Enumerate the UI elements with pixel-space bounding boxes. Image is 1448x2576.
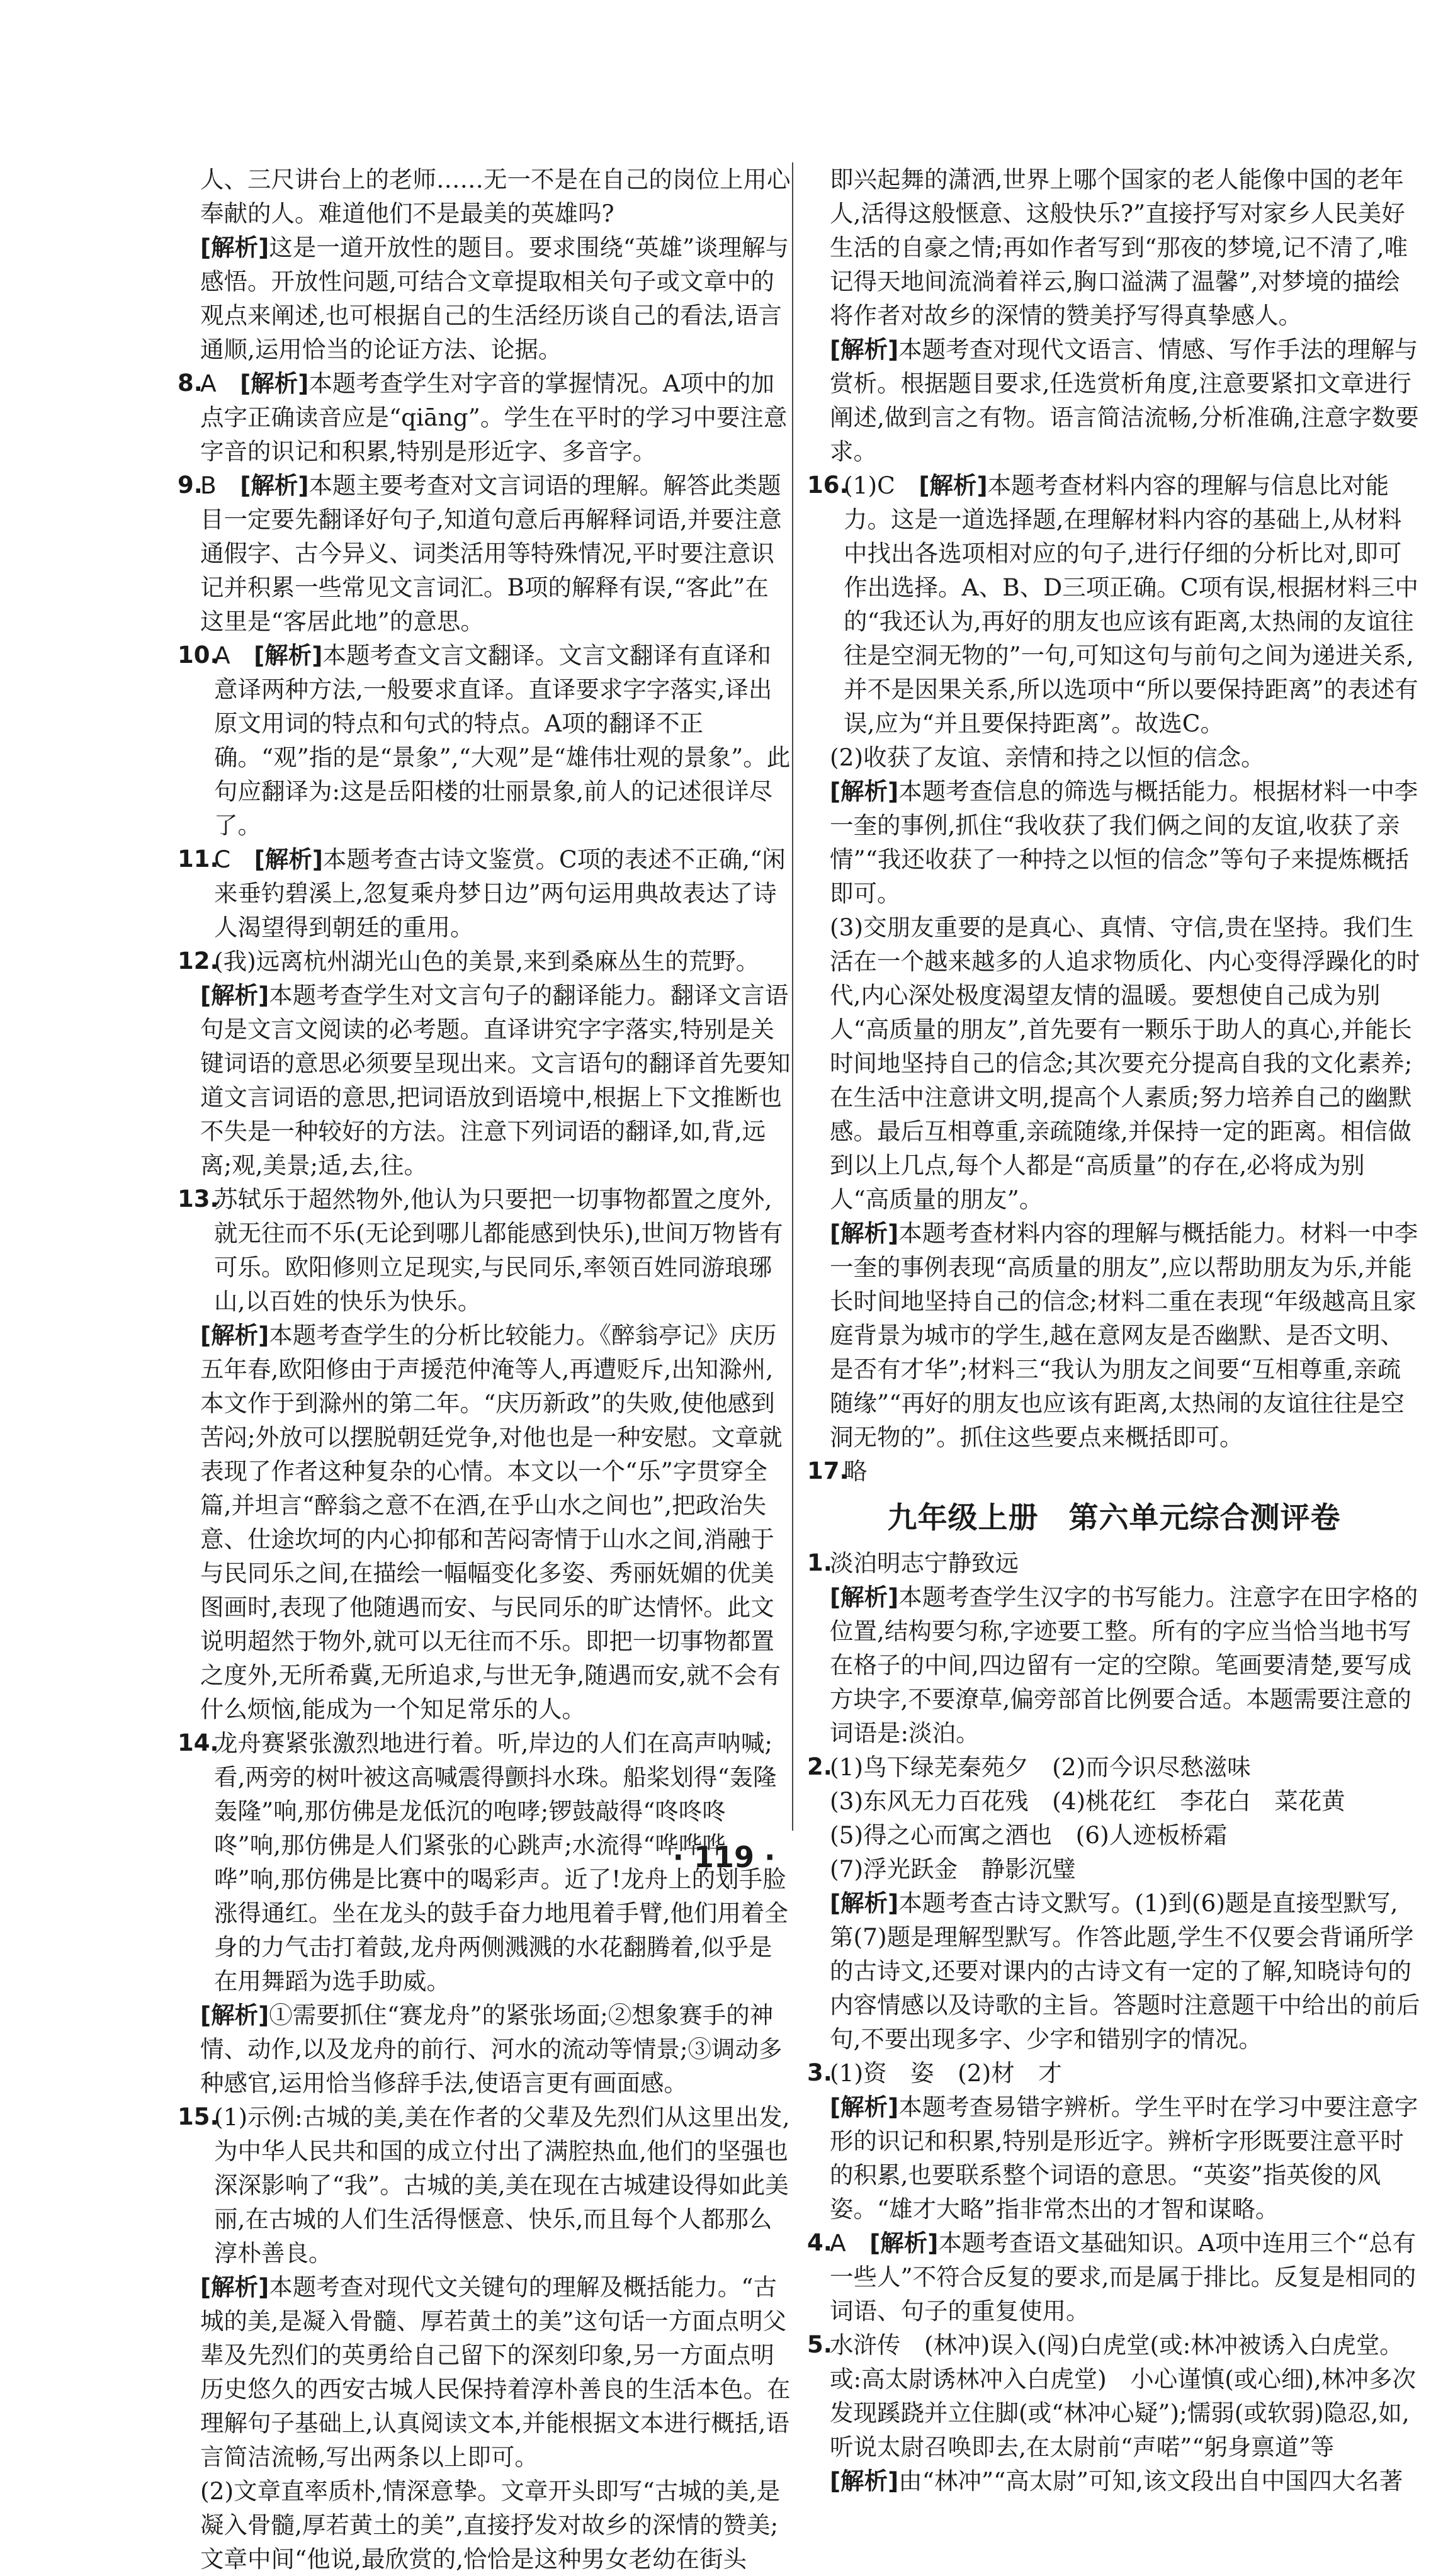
item-answer-text: (1)C [844, 472, 895, 499]
answer-paragraph [807, 910, 1421, 1216]
item-number: 1. [807, 1549, 832, 1576]
item-body: 本题主要考查对文言词语的理解。解答此类题目一定要先翻译好句子,知道句意后再解释词语,并要注意通假字、古今异义、词类活用等特殊情况,平时要注意识记并积累一些常见文言词汇。B项的解释有误,“客此”在这里是“客居此地”的意思。 [200, 472, 782, 635]
item-number [807, 910, 830, 1216]
item-body: (1)示例:古城的美,美在作者的父辈及先烈们从这里出发,为中华人民共和国的成立付出了满腔热血,他们的坚强也深深影响了“我”。古城的美,美在现在古城建设得如此美丽,在古城的人们生活得惬意、快乐,而且每个人都那么淳朴善良。 [214, 2103, 790, 2267]
item-text [830, 2226, 1421, 2328]
answer-item [807, 468, 1421, 740]
item-body: 龙舟赛紧张激烈地进行着。听,岸边的人们在高声呐喊;看,两旁的树叶被这高喊震得颤抖水珠。船桨划得“轰隆轰隆”响,那仿佛是龙低沉的咆哮;锣鼓敲得“咚咚咚咚”响,那仿佛是人们紧张的心跳声;水流得“哗哗哗哗”响,那仿佛是比赛中的喝彩声。近了!龙舟上的划手脸涨得通红。坐在龙头的鼓手奋力地甩着手臂,他们用着全身的力气击打着鼓,龙舟两侧溅溅的水花翻腾着,似乎是在用舞蹈为选手助威。 [214, 1729, 788, 1995]
item-text [844, 1454, 1421, 1488]
answer-paragraph [178, 1318, 791, 1726]
item-body: 本题考查易错字辨析。学生平时在学习中要注意字形的识记和积累,特别是形近字。辨析字形既要注意平时的积累,也要联系整个词语的意思。“英姿”指英俊的风姿。“雄才大略”指非常杰出的才智和谋略。 [830, 2093, 1418, 2223]
item-body: 由“林冲”“高太尉”可知,该文段出自中国四大名著 [898, 2467, 1403, 2495]
answer-paragraph [807, 740, 1421, 774]
answer-paragraph [807, 162, 1421, 332]
analysis-tag: [解析] [240, 370, 309, 397]
answer-item [178, 2100, 791, 2270]
item-text [830, 2464, 1421, 2498]
item-number [807, 1886, 830, 2056]
item-body: (2)收获了友谊、亲情和持之以恒的信念。 [830, 743, 1265, 771]
answer-paragraph [807, 1216, 1421, 1454]
answer-item [178, 842, 791, 944]
item-body: (5)得之心而寓之酒也 (6)人迹板桥霜 [830, 1821, 1228, 1849]
answer-paragraph [807, 2464, 1421, 2498]
answer-paragraph [807, 774, 1421, 910]
answer-paragraph [178, 230, 791, 366]
item-number: 5. [807, 2331, 832, 2358]
item-number [178, 2474, 200, 2576]
item-text [830, 2056, 1421, 2090]
item-body: 水浒传 (林冲)误入(闯)白虎堂(或:林冲被诱入白虎堂。或:高太尉诱林冲入白虎堂) 小心谨慎(或心细),林冲多次发现蹊跷并立住脚(或“林冲心疑”);懦弱(或软弱)隐忍,如,听说太尉召唤即去,在太尉前“声喏”“躬身禀道”等 [830, 2331, 1416, 2461]
item-number: 13. [178, 1185, 219, 1212]
answer-item [807, 2328, 1421, 2464]
item-text [214, 638, 791, 842]
item-number: 10. [178, 641, 219, 669]
item-text [830, 1784, 1421, 1818]
item-text [200, 230, 791, 366]
item-text [830, 1580, 1421, 1750]
item-body: 本题考查信息的筛选与概括能力。根据材料一中李一奎的事例,抓住“我收获了我们俩之间的友谊,收获了亲情”“我还收获了一种持之以恒的信念”等句子来提炼概括即可。 [830, 777, 1418, 907]
answer-paragraph [178, 978, 791, 1182]
item-number: 12. [178, 947, 219, 974]
item-number [807, 1580, 830, 1750]
item-body: 本题考查古诗文鉴赏。C项的表述不正确,“闲来垂钓碧溪上,忽复乘舟梦日边”两句运用典故表达了诗人渴望得到朝廷的重用。 [214, 845, 786, 941]
answer-paragraph [178, 2474, 791, 2576]
item-body: (3)东风无力百花残 (4)桃花红 李花白 菜花黄 [830, 1787, 1345, 1815]
answer-item [178, 1182, 791, 1318]
item-number: 8. [178, 370, 203, 397]
item-body: 本题考查学生对文言句子的翻译能力。翻译文言语句是文言文阅读的必考题。直译讲究字字落实,特别是关键词语的意思必须要呈现出来。文言语句的翻译首先要知道文言词语的意思,把词语放到语境中,根据上下文推断也不失是一种较好的方法。注意下列词语的翻译,如,背,远离;观,美景;适,去,往。 [200, 981, 791, 1179]
item-body: 本题考查文言文翻译。文言文翻译有直译和意译两种方法,一般要求直译。直译要求字字落实,译出原文用词的特点和句式的特点。A项的翻译不正确。“观”指的是“景象”,“大观”是“雄伟壮观的景象”。此句应翻译为:这是岳阳楼的壮丽景象,前人的记述很详尽了。 [214, 641, 791, 839]
item-number [178, 1998, 200, 2100]
item-number [178, 1318, 200, 1726]
analysis-tag: [解析] [830, 2467, 899, 2495]
answer-item [807, 1546, 1421, 1580]
item-number: 9. [178, 472, 203, 499]
left-column [178, 162, 791, 2576]
item-text [830, 1216, 1421, 1454]
answer-paragraph [178, 162, 791, 230]
item-number: 14. [178, 1729, 219, 1756]
answer-paragraph [807, 2090, 1421, 2226]
item-number [807, 740, 830, 774]
answer-item [178, 468, 791, 638]
item-number: 3. [807, 2059, 832, 2086]
item-number [807, 1216, 830, 1454]
right-column-lower [807, 1546, 1421, 2498]
item-number [178, 162, 200, 230]
item-body: (1)鸟下绿芜秦苑夕 (2)而今识尽愁滋味 [830, 1753, 1251, 1781]
item-body: 本题考查语文基础知识。A项中连用三个“总有一些人”不符合反复的要求,而是属于排比。反复是相同的词语、句子的重复使用。 [830, 2229, 1417, 2325]
item-number [807, 1784, 830, 1818]
item-number [807, 774, 830, 910]
item-number: 2. [807, 1753, 832, 1780]
item-body: 本题考查对现代文语言、情感、写作手法的理解与赏析。根据题目要求,任选赏析角度,注意要紧扣文章进行阐述,做到言之有物。语言简洁流畅,分析准确,注意字数要求。 [830, 336, 1419, 465]
item-text [200, 1318, 791, 1726]
item-body: 略 [844, 1457, 868, 1485]
answer-item [178, 638, 791, 842]
item-body: (2)文章直率质朴,情深意挚。文章开头即写“古城的美,是凝入骨髓,厚若黄土的美”,直接抒发对故乡的深情的赞美;文章中间“他说,最欣赏的,恰恰是这种男女老幼在街头 [200, 2477, 781, 2573]
item-body: (我)远离杭州湖光山色的美景,来到桑麻丛生的荒野。 [214, 947, 760, 975]
answer-letter: B [200, 472, 217, 499]
item-number: 15. [178, 2103, 219, 2130]
item-text [214, 1182, 791, 1318]
answer-item [807, 1750, 1421, 1784]
item-body: 本题考查古诗文默写。(1)到(6)题是直接型默写,第(7)题是理解型默写。作答此题,学生不仅要会背诵所学的古诗文,还要对课内的古诗文有一定的了解,知晓诗句的内容情感以及诗歌的主旨。答题时注意题干中给出的前后句,不要出现多字、少字和错别字的情况。 [830, 1889, 1420, 2053]
analysis-tag: [解析] [830, 1889, 899, 1917]
item-text [844, 468, 1421, 740]
item-text [200, 978, 791, 1182]
item-number [807, 162, 830, 332]
analysis-tag: [解析] [240, 472, 309, 499]
item-body: (7)浮光跃金 静影沉璧 [830, 1855, 1076, 1883]
analysis-tag: [解析] [200, 234, 269, 261]
item-body: 本题考查对现代文关键句的理解及概括能力。“古城的美,是凝入骨髓、厚若黄土的美”这句话一方面点明父辈及先烈们的英勇给自己留下的深刻印象,另一方面点明历史悠久的西安古城人民保持着淳朴善良的生活本色。在理解句子基础上,认真阅读文本,并能根据文本进行概括,语言简洁流畅,写出两条以上即可。 [200, 2273, 791, 2471]
item-text [214, 842, 791, 944]
answer-paragraph [807, 332, 1421, 468]
answer-letter: A [214, 641, 230, 669]
item-body: 本题考查学生的分析比较能力。《醉翁亭记》庆历五年春,欧阳修由于声援范仲淹等人,再遭贬斥,出知滁州,本文作于到滁州的第二年。“庆历新政”的失败,使他感到苦闷;外放可以摆脱朝廷党争,对他也是一种安慰。文章就表现了作者这种复杂的心情。本文以一个“乐”字贯穿全篇,并坦言“醉翁之意不在酒,在乎山水之间也”,把政治失意、仕途坎坷的内心抑郁和苦闷寄情于山水之间,消融于与民同乐之间,在描绘一幅幅变化多姿、秀丽妩媚的优美图画时,表现了他随遇而安、与民同乐的旷达情怀。此文说明超然于物外,就可以无往而不乐。即把一切事物都置之度外,无所希冀,无所追求,与世无争,随遇而安,就不会有什么烦恼,能成为一个知足常乐的人。 [200, 1321, 783, 1723]
item-text [214, 944, 791, 978]
item-text [830, 774, 1421, 910]
analysis-tag: [解析] [869, 2229, 939, 2257]
answer-paragraph [178, 2270, 791, 2474]
answer-letter: A [830, 2229, 846, 2257]
item-text [200, 1998, 791, 2100]
item-text [830, 1886, 1421, 2056]
item-number [178, 230, 200, 366]
item-body: 人、三尺讲台上的老师……无一不是在自己的岗位上用心奉献的人。难道他们不是最美的英雄吗? [200, 166, 791, 227]
item-text [200, 162, 791, 230]
item-body: 本题考查学生对字音的掌握情况。A项中的加点字正确读音应是“qiāng”。学生在平时的学习中要注意字音的识记和积累,特别是形近字、多音字。 [200, 370, 788, 465]
item-text [200, 468, 791, 638]
item-text [214, 2100, 791, 2270]
item-text [200, 2474, 791, 2576]
answer-letter: A [200, 370, 217, 397]
section-title: 九年级上册 第六单元综合测评卷 [887, 1501, 1341, 1535]
analysis-tag: [解析] [830, 777, 899, 805]
item-body: 本题考查学生汉字的书写能力。注意字在田字格的位置,结构要匀称,字迹要工整。所有的字应当恰当地书写在格子的中间,四边留有一定的空隙。笔画要清楚,要写成方块字,不要潦草,偏旁部首比例要合适。本题需要注意的词语是:淡泊。 [830, 1583, 1418, 1747]
answer-item [178, 944, 791, 978]
item-text [830, 740, 1421, 774]
answer-paragraph [178, 1998, 791, 2100]
item-number [178, 2270, 200, 2474]
analysis-tag: [解析] [200, 1321, 269, 1349]
item-body: 这是一道开放性的题目。要求围绕“英雄”谈理解与感悟。开放性问题,可结合文章提取相关句子或文章中的观点来阐述,也可根据自己的生活经历谈自己的看法,语言通顺,运用恰当的论证方法、论据。 [200, 234, 789, 363]
page-number: · 119 · [672, 1840, 776, 1874]
item-number [807, 332, 830, 468]
right-column-upper [807, 162, 1421, 1488]
item-text [830, 910, 1421, 1216]
analysis-tag: [解析] [254, 641, 323, 669]
item-text [830, 1750, 1421, 1784]
answer-item [807, 2056, 1421, 2090]
item-text [830, 2328, 1421, 2464]
analysis-tag: [解析] [830, 1219, 899, 1247]
item-number: 4. [807, 2229, 832, 2256]
item-text [830, 1546, 1421, 1580]
answer-letter: C [214, 845, 231, 873]
answer-paragraph [807, 1784, 1421, 1818]
item-body: 苏轼乐于超然物外,他认为只要把一切事物都置之度外,就无往而不乐(无论到哪儿都能感到快乐),世间万物皆有可乐。欧阳修则立足现实,与民同乐,率领百姓同游琅琊山,以百姓的快乐为快乐。 [214, 1185, 783, 1315]
item-number [807, 2090, 830, 2226]
answer-item [807, 1454, 1421, 1488]
column-divider [792, 162, 793, 1831]
item-number: 11. [178, 845, 219, 873]
right-column [807, 162, 1421, 2498]
item-text [830, 332, 1421, 468]
analysis-tag: [解析] [200, 2001, 269, 2029]
item-number: 16. [807, 472, 849, 499]
item-body: 本题考查材料内容的理解与信息比对能力。这是一道选择题,在理解材料内容的基础上,从材料中找出各选项相对应的句子,进行仔细的分析比对,即可作出选择。A、B、D三项正确。C项有误,根据材料三中的“我还认为,再好的朋友也应该有距离,太热闹的友谊往往是空洞无物的”一句,可知这句与前句之间为递进关系,并不是因果关系,所以选项中“所以要保持距离”的表述有误,应为“并且要保持距离”。故选C。 [844, 472, 1418, 737]
item-text [830, 162, 1421, 332]
analysis-tag: [解析] [919, 472, 988, 499]
answer-paragraph [807, 1580, 1421, 1750]
item-body: 淡泊明志宁静致远 [830, 1549, 1019, 1577]
item-number: 17. [807, 1457, 849, 1484]
analysis-tag: [解析] [830, 336, 899, 363]
item-text [200, 366, 791, 468]
analysis-tag: [解析] [830, 1583, 899, 1611]
item-number [807, 2464, 830, 2498]
answer-item [178, 366, 791, 468]
item-body: ①需要抓住“赛龙舟”的紧张场面;②想象赛手的神情、动作,以及龙舟的前行、河水的流动等情景;③调动多种感官,运用恰当修辞手法,使语言更有画面感。 [200, 2001, 783, 2097]
analysis-tag: [解析] [830, 2093, 899, 2121]
analysis-tag: [解析] [200, 981, 269, 1009]
item-text [830, 2090, 1421, 2226]
item-body: (3)交朋友重要的是真心、真情、守信,贵在坚持。我们生活在一个越来越多的人追求物质化、内心变得浮躁化的时代,内心深处极度渴望友情的温暖。要想使自己成为别人“高质量的朋友”,首先要有一颗乐于助人的真心,并能长时间地坚持自己的信念;其次要充分提高自我的文化素养;在生活中注意讲文明,提高个人素质;努力培养自己的幽默感。最后互相尊重,亲疏随缘,并保持一定的距离。相信做到以上几点,每个人都是“高质量”的存在,必将成为别人“高质量的朋友”。 [830, 913, 1420, 1213]
item-text [200, 2270, 791, 2474]
item-body: 本题考查材料内容的理解与概括能力。材料一中李一奎的事例表现“高质量的朋友”,应以帮助朋友为乐,并能长时间地坚持自己的信念;材料二重在表现“年级越高且家庭背景为城市的学生,越在意网友是否幽默、是否文明、是否有才华”;材料三“我认为朋友之间要“互相尊重,亲疏随缘”“再好的朋友也应该有距离,太热闹的友谊往往是空洞无物的”。抓住这些要点来概括即可。 [830, 1219, 1418, 1451]
answer-paragraph [807, 1886, 1421, 2056]
analysis-tag: [解析] [254, 845, 323, 873]
analysis-tag: [解析] [200, 2273, 269, 2301]
item-body: 即兴起舞的潇洒,世界上哪个国家的老人能像中国的老年人,活得这般惬意、这般快乐?”直接抒写对家乡人民美好生活的自豪之情;再如作者写到“那夜的梦境,记不清了,唯记得天地间流淌着祥云,胸口溢满了温馨”,对梦境的描绘将作者对故乡的深情的赞美抒写得真挚感人。 [830, 166, 1408, 329]
answer-item [807, 2226, 1421, 2328]
item-body: (1)资 姿 (2)材 才 [830, 2059, 1062, 2087]
item-number [178, 978, 200, 1182]
